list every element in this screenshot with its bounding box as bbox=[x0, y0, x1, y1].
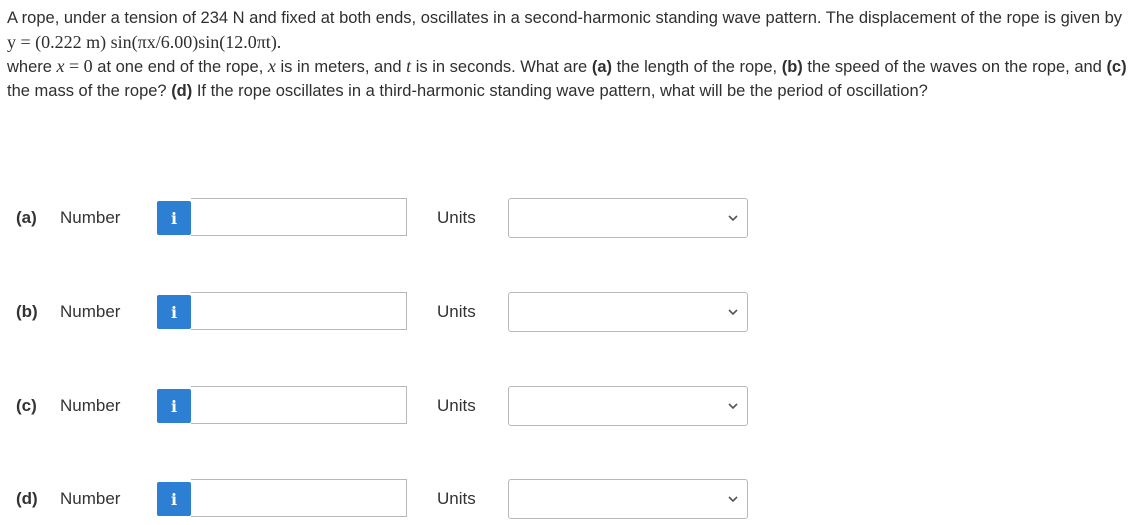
chevron-down-icon bbox=[728, 213, 738, 223]
units-select-b[interactable] bbox=[508, 292, 748, 332]
chevron-down-icon bbox=[728, 307, 738, 317]
number-label: Number bbox=[60, 396, 121, 415]
info-icon[interactable]: i bbox=[157, 482, 191, 516]
part-label: (a) bbox=[16, 208, 37, 227]
number-input-a[interactable] bbox=[191, 198, 407, 236]
units-label: Units bbox=[437, 396, 476, 415]
info-icon[interactable]: i bbox=[157, 201, 191, 235]
part-label: (c) bbox=[16, 396, 37, 415]
units-label: Units bbox=[437, 302, 476, 321]
number-input-b[interactable] bbox=[191, 292, 407, 330]
answer-row-b bbox=[0, 292, 1144, 332]
number-input-c[interactable] bbox=[191, 386, 407, 424]
chevron-down-icon bbox=[728, 494, 738, 504]
question-text bbox=[7, 6, 1142, 103]
units-select-a[interactable] bbox=[508, 198, 748, 238]
units-label: Units bbox=[437, 489, 476, 508]
answer-row-c bbox=[0, 386, 1144, 426]
units-select-c[interactable] bbox=[508, 386, 748, 426]
question-body: where x = 0 at one end of the rope, x is in meters, and t is in seconds. What are (a) the length of the rope, (b) the speed of the waves on the rope, and (c) the mass of the rope? (d) If the rope oscillates in a third-harmonic standing wave pattern, what will be the period of oscillation? bbox=[7, 56, 1127, 100]
answer-row-d bbox=[0, 479, 1144, 519]
answer-row-a bbox=[0, 198, 1144, 238]
number-label: Number bbox=[60, 208, 121, 227]
number-input-d[interactable] bbox=[191, 479, 407, 517]
question-intro: A rope, under a tension of 234 N and fixed at both ends, oscillates in a second-harmonic standing wave pattern. The displacement of the rope is given by bbox=[7, 9, 1123, 27]
part-label: (b) bbox=[16, 302, 38, 321]
units-select-d[interactable] bbox=[508, 479, 748, 519]
displacement-equation: y = (0.222 m) sin(πx/6.00)sin(12.0πt). bbox=[7, 32, 282, 52]
info-icon[interactable]: i bbox=[157, 389, 191, 423]
part-label: (d) bbox=[16, 489, 38, 508]
info-icon[interactable]: i bbox=[157, 295, 191, 329]
number-label: Number bbox=[60, 302, 121, 321]
units-label: Units bbox=[437, 208, 476, 227]
chevron-down-icon bbox=[728, 401, 738, 411]
number-label: Number bbox=[60, 489, 121, 508]
